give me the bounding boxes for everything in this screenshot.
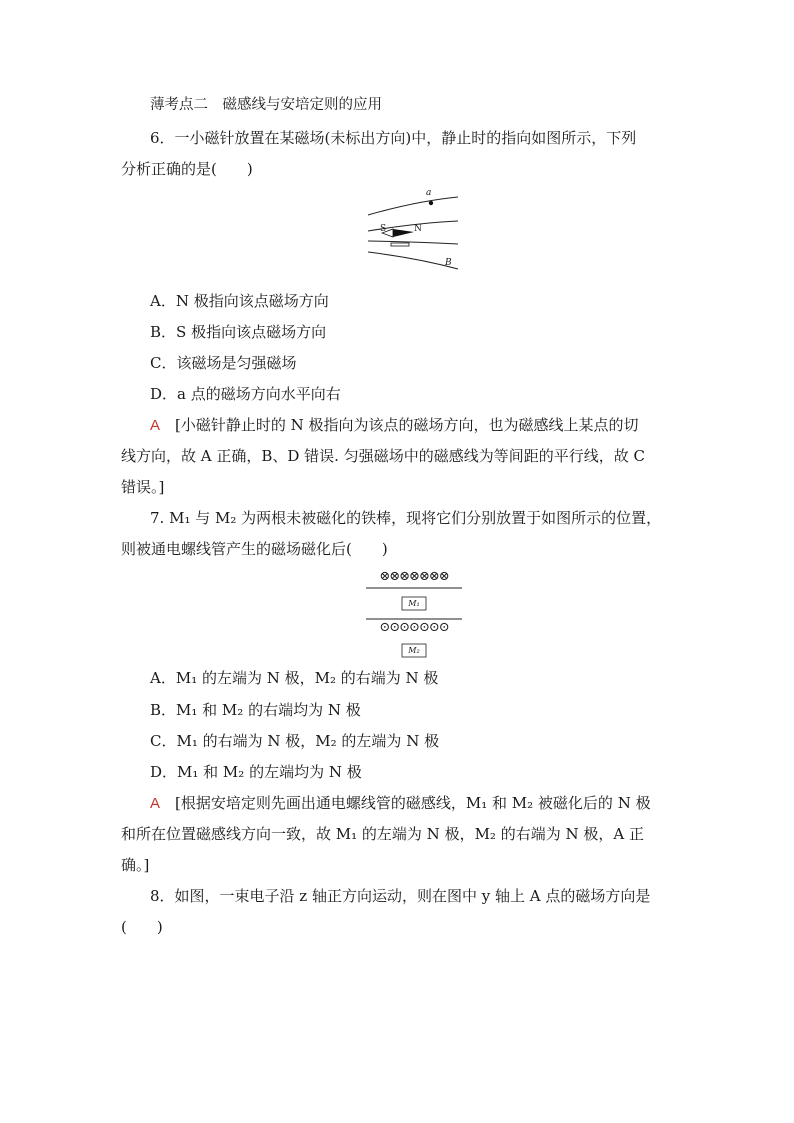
q7-stem-line2: 则被通电螺线管产生的磁场磁化后( ) (121, 540, 388, 558)
q8-stem-line1: 8．如图，一束电子沿 z 轴正方向运动，则在图中 y 轴上 A 点的磁场方向是 (150, 887, 651, 905)
q7-explanation-line3: 确。] (121, 856, 150, 874)
q7-explanation-line1 (150, 793, 651, 814)
q6-explanation-text1: [小磁针静止时的 N 极指向为该点的磁场方向，也为磁感线上某点的切 (175, 416, 639, 434)
q8-stem-line2: ( ) (121, 918, 163, 936)
q7-option-c: C．M₁ 的右端为 N 极，M₂ 的左端为 N 极 (150, 732, 440, 750)
label-m2: M₂ (408, 646, 420, 655)
compass-stand (391, 243, 409, 246)
label-b: B (445, 258, 452, 268)
q6-option-c: C．该磁场是匀强磁场 (150, 354, 297, 372)
q6-answer: A (150, 417, 161, 434)
q6-option-a: A．N 极指向该点磁场方向 (150, 292, 329, 310)
section-heading: 薄考点二 磁感线与安培定则的应用 (150, 97, 382, 113)
label-n: N (414, 224, 422, 234)
q6-explanation-line1 (150, 415, 639, 436)
q7-explanation-line2: 和所在位置磁感线方向一致，故 M₁ 的左端为 N 极，M₂ 的右端为 N 极，A 正 (121, 825, 644, 843)
label-m1: M₁ (408, 599, 420, 608)
q6-stem-line2: 分析正确的是( ) (121, 160, 253, 178)
q6-figure-magnetic-field (362, 188, 462, 270)
q6-option-b: B．S 极指向该点磁场方向 (150, 323, 327, 341)
q7-option-b: B．M₁ 和 M₂ 的右端均为 N 极 (150, 701, 361, 719)
q6-option-d: D．a 点的磁场方向水平向右 (150, 385, 341, 403)
q7-option-d: D．M₁ 和 M₂ 的左端均为 N 极 (150, 763, 362, 781)
compass-needle-n (393, 229, 414, 237)
point-a-dot (429, 201, 433, 205)
q7-answer: A (150, 795, 161, 812)
current-into-page-row: ⊗⊗⊗⊗⊗⊗⊗ (379, 569, 449, 584)
q7-stem-line1: 7. M₁ 与 M₂ 为两根未被磁化的铁棒，现将它们分别放置于如图所示的位置， (150, 509, 662, 527)
q6-stem-line1: 6．一小磁针放置在某磁场(未标出方向)中，静止时的指向如图所示，下列 (150, 129, 637, 147)
label-s: S (380, 224, 387, 234)
q7-explanation-text1: [根据安培定则先画出通电螺线管的磁感线，M₁ 和 M₂ 被磁化后的 N 极 (175, 794, 651, 812)
q6-explanation-line2: 线方向，故 A 正确，B、D 错误. 匀强磁场中的磁感线为等间距的平行线，故 C (121, 447, 645, 465)
q6-explanation-line3: 错误。] (121, 478, 165, 496)
current-out-of-page-row: ⊙⊙⊙⊙⊙⊙⊙ (379, 620, 449, 635)
q7-figure-solenoid (364, 568, 464, 660)
q7-option-a: A．M₁ 的左端为 N 极，M₂ 的右端为 N 极 (150, 669, 439, 687)
label-a: a (426, 188, 432, 198)
